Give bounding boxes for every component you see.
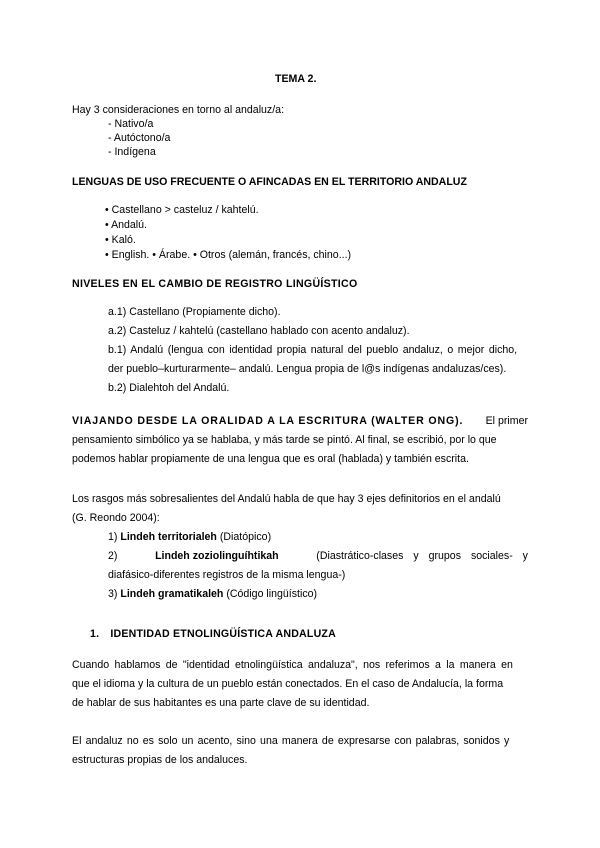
intro-lead: Hay 3 consideraciones en torno al andaluz/a: [72, 104, 285, 116]
eje-2 [108, 549, 528, 563]
niveles-b2: b.2) Dialehtoh del Andalú. [108, 382, 230, 394]
eje-1 [108, 530, 271, 544]
rasgos-line1: Los rasgos más sobresalientes del Andalú habla de que hay 3 ejes definitorios en el andalú [72, 493, 501, 505]
eje-3-name: Lindeh gramatikaleh [120, 588, 224, 600]
intro-item: - Nativo/a [108, 118, 154, 130]
eje-2-line2: diafásico-diferentes registros de la misma lengua-) [108, 569, 346, 581]
lenguas-heading: LENGUAS DE USO FRECUENTE O AFINCADAS EN EL TERRITORIO ANDALUZ [72, 176, 467, 188]
eje-1-num: 1) [108, 531, 118, 543]
rasgos-line2: (G. Reondo 2004): [72, 512, 160, 524]
niveles-heading: NIVELES EN EL CAMBIO DE REGISTRO LINGÜÍSTICO [72, 278, 358, 290]
section-1-p1-line1 [72, 658, 528, 672]
viajando-line1 [72, 414, 528, 428]
eje-2-desc: (Diastrático-clases y grupos sociales- y [316, 550, 528, 562]
niveles-a2: a.2) Casteluz / kahtelú (castellano hablado con acento andaluz). [108, 325, 410, 337]
eje-1-name: Lindeh territorialeh [120, 531, 217, 543]
intro-item: - Indígena [108, 146, 156, 158]
lenguas-item: • Andalú. [105, 219, 147, 231]
viajando-line2: pensamiento simbólico ya se hablaba, y más tarde se pintó. Al final, se escribió, por lo que [72, 434, 497, 446]
lenguas-item: • English. • Árabe. • Otros (alemán, francés, chino...) [105, 249, 352, 261]
eje-3 [108, 587, 317, 601]
section-1-p1-line3: de hablar de sus habitantes es una parte clave de su identidad. [72, 697, 370, 709]
niveles-b1-line1 [108, 343, 528, 357]
eje-2-name: Lindeh zoziolinguíhtikah [155, 550, 279, 562]
section-1-p2-line1: El andaluz no es solo un acento, sino una manera de expresarse con palabras, sonidos y [72, 735, 510, 747]
lenguas-item: • Kaló. [105, 234, 136, 246]
viajando-bold: VIAJANDO DESDE LA ORALIDAD A LA ESCRITURA (WALTER ONG). [72, 415, 464, 427]
eje-1-desc: (Diatópico) [219, 531, 272, 543]
eje-3-desc: (Código lingüístico) [226, 588, 318, 600]
section-1-p1-line2: que el idioma y la cultura de un pueblo están conectados. En el caso de Andalucía, la forma [72, 678, 504, 690]
page-title: TEMA 2. [275, 73, 317, 85]
niveles-a1: a.1) Castellano (Propiamente dicho). [108, 306, 281, 318]
eje-3-num: 3) [108, 588, 118, 600]
lenguas-item: • Castellano > casteluz / kahtelú. [105, 204, 259, 216]
viajando-rest: El primer [485, 415, 528, 427]
intro-item: - Autóctono/a [108, 132, 171, 144]
eje-2-num: 2) [108, 550, 118, 562]
niveles-b1-line2: der pueblo–kurturarmente– andalú. Lengua propia de l@s indígenas andaluzas/ces). [108, 363, 507, 375]
section-1-title: IDENTIDAD ETNOLINGÜÍSTICA ANDALUZA [110, 628, 336, 640]
section-1-number: 1. [90, 628, 100, 640]
niveles-b1-text: b.1) Andalú (lengua con identidad propia natural del pueblo andaluz, o mejor dicho, [108, 344, 518, 356]
viajando-line3: podemos hablar propiamente de una lengua que es oral (hablada) y también escrita. [72, 453, 469, 465]
section-1-p1-text: Cuando hablamos de "identidad etnolingüística andaluza", nos referimos a la manera en [72, 659, 513, 671]
section-1-heading [90, 627, 336, 641]
section-1-p2-line2: estructuras propias de los andaluces. [72, 754, 248, 766]
